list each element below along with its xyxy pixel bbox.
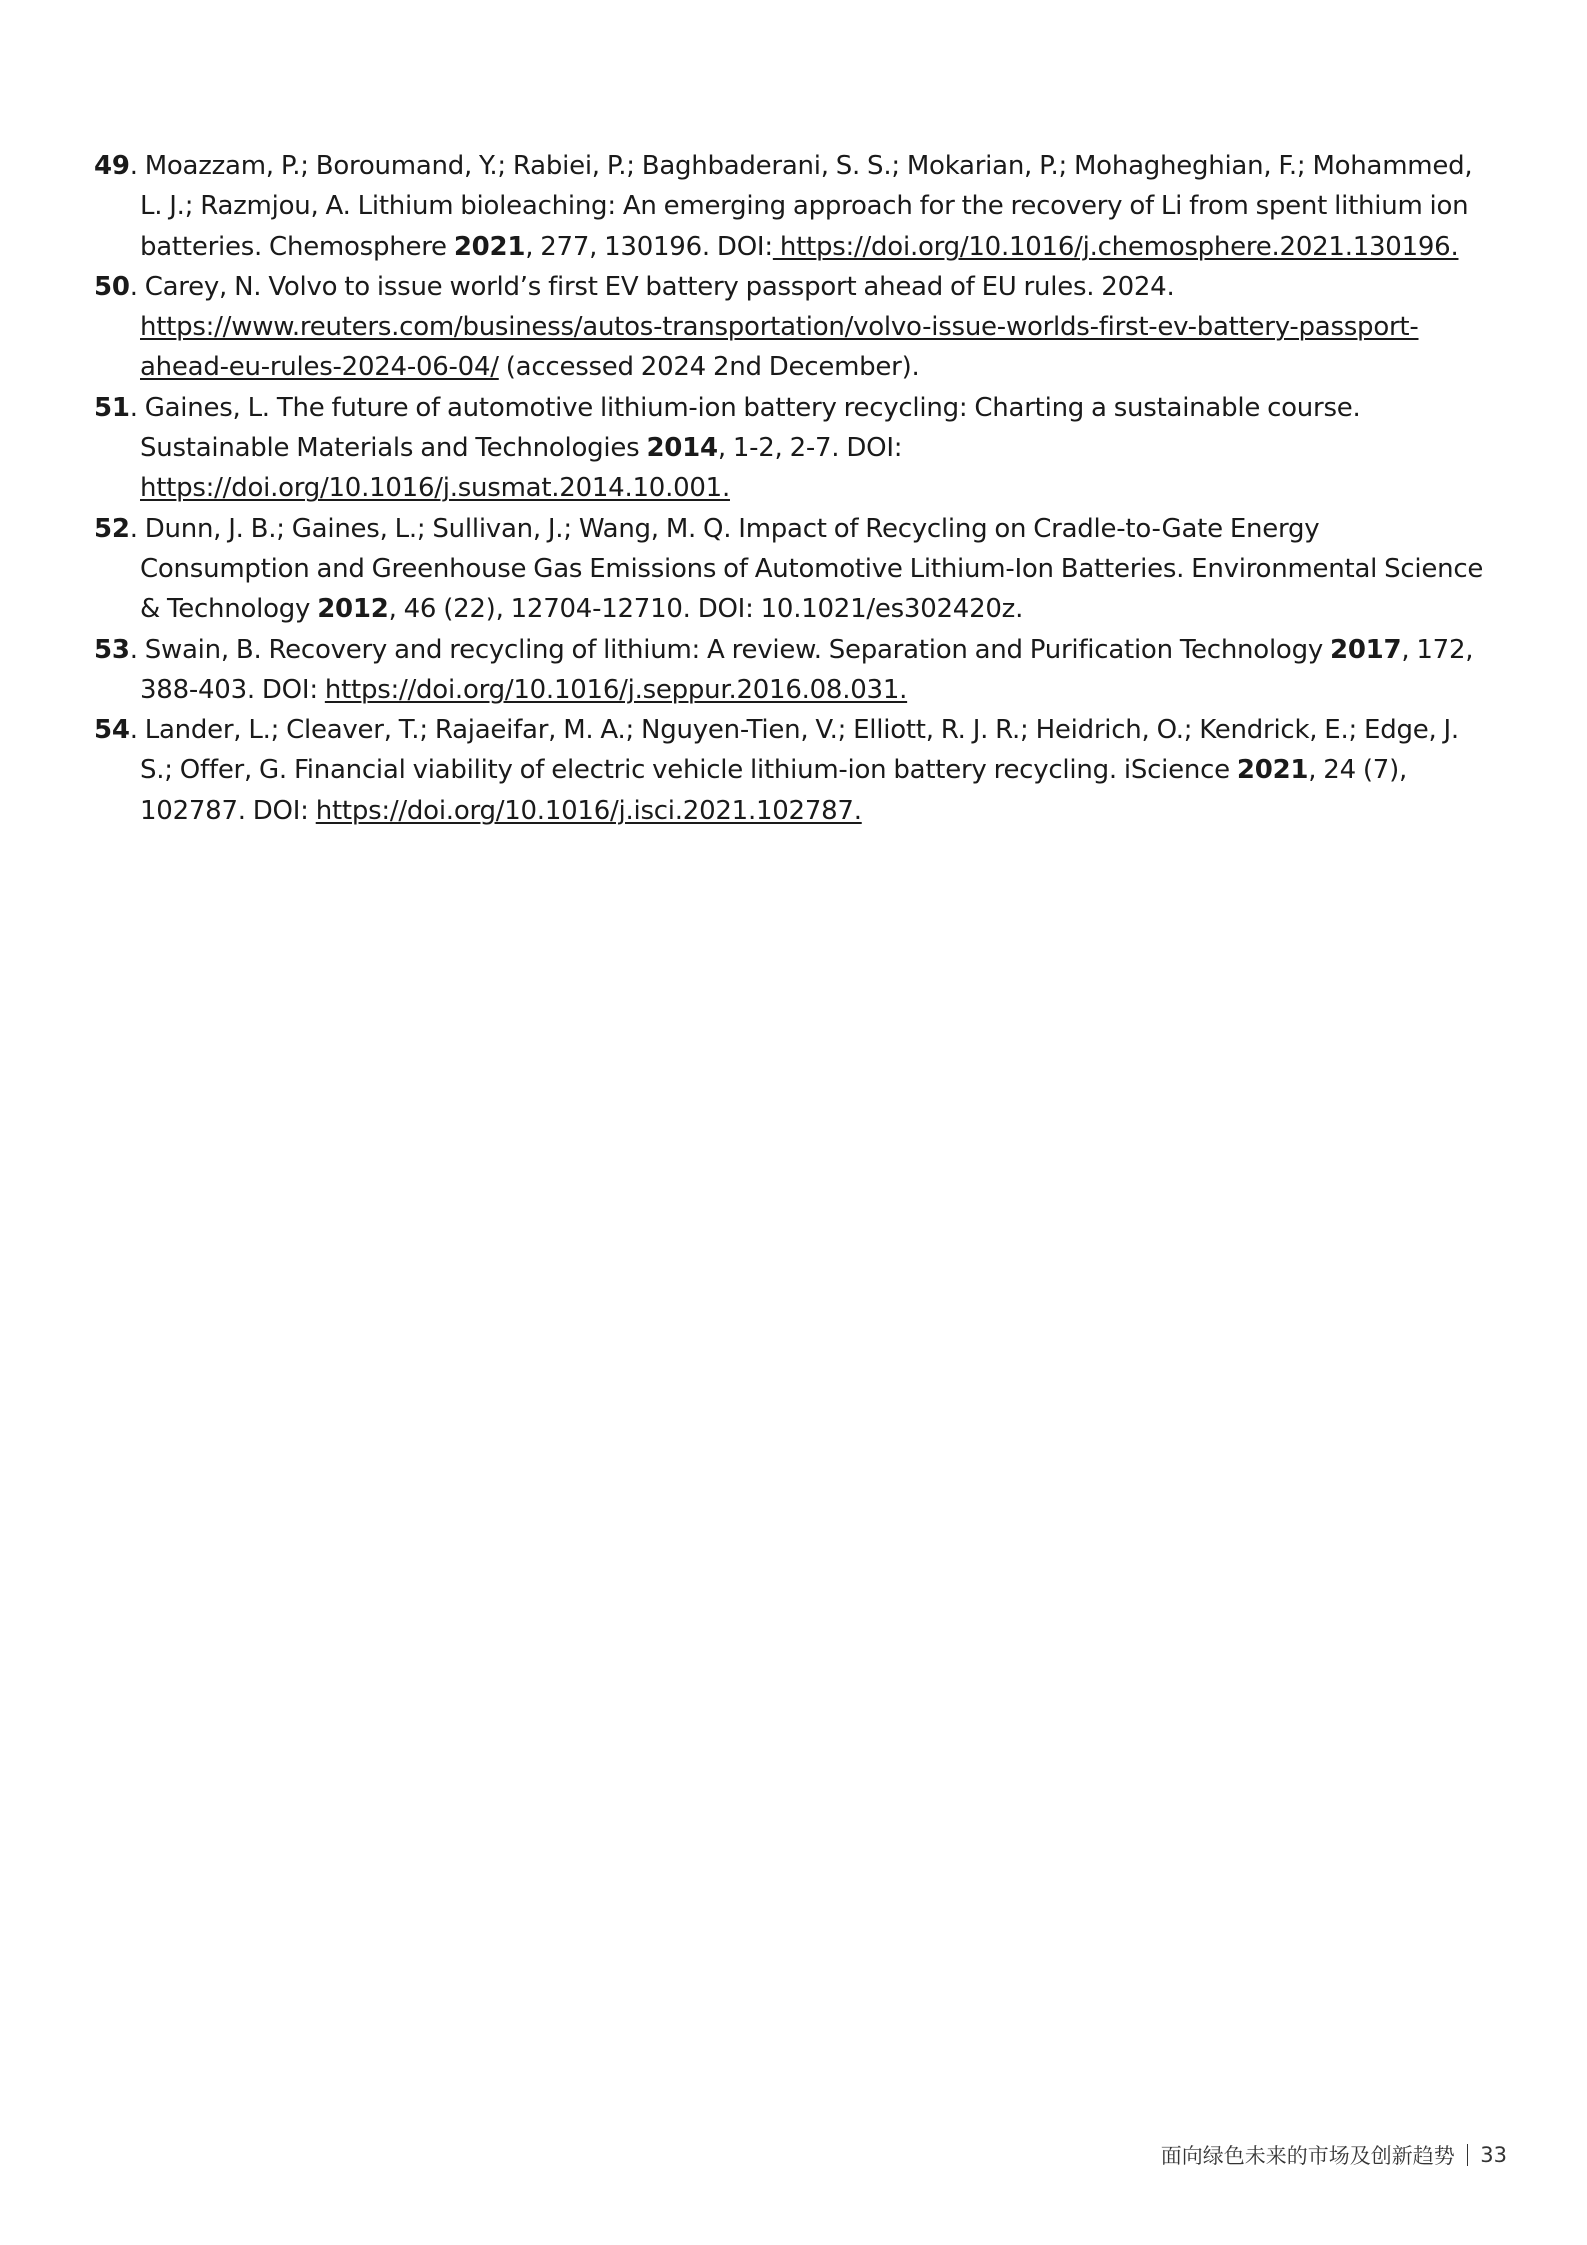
reference-details: , 1-2, 2-7. DOI: <box>717 433 903 464</box>
reference-details: , 24 (7), 102787. DOI: <box>140 755 1408 826</box>
reference-number: 53 <box>94 634 130 665</box>
reference-text: . Swain, B. Recovery and recycling of lithium: A review. Separation and Purification Technology <box>129 634 1330 665</box>
reference-text: . Moazzam, P.; Boroumand, Y.; Rabiei, P.; Baghbaderani, S. S.; Mokarian, P.; Mohagheghian, F.; Mohammed, L. J.; Razmjou, A. Lithium bioleaching: An emerging approach for the recovery of Li from spent lithium ion batteries. Chemosphere <box>129 151 1473 262</box>
reference-item <box>94 509 1494 630</box>
reference-year: 2014 <box>646 433 718 464</box>
reference-link[interactable]: https://doi.org/10.1016/j.chemosphere.2021.130196. <box>772 231 1459 262</box>
reference-number: 51 <box>94 392 130 423</box>
reference-link[interactable]: https://doi.org/10.1016/j.susmat.2014.10.001. <box>140 473 730 504</box>
reference-number: 54 <box>94 715 130 746</box>
reference-item <box>94 710 1494 831</box>
reference-link[interactable]: https://doi.org/10.1016/j.seppur.2016.08.031. <box>324 674 908 705</box>
page-number: 33 <box>1480 2143 1507 2167</box>
reference-year: 2012 <box>317 594 389 625</box>
reference-year: 2017 <box>1329 634 1402 665</box>
reference-list <box>94 146 1494 831</box>
reference-item <box>94 630 1494 711</box>
reference-year: 2021 <box>453 231 526 262</box>
reference-text: . Gaines, L. The future of automotive lithium-ion battery recycling: Charting a sustainable course. Sustainable Materials and Technologies <box>129 392 1361 464</box>
reference-text: . Carey, N. Volvo to issue world’s first EV battery passport ahead of EU rules. 2024. <box>129 271 1175 302</box>
page-footer <box>1161 2140 1507 2170</box>
reference-text: . Dunn, J. B.; Gaines, L.; Sullivan, J.; Wang, M. Q. Impact of Recycling on Cradle-to-Gate Energy Consumption and Greenhouse Gas Emissions of Automotive Lithium-Ion Batteries. Environmental Science & Technology <box>129 513 1484 625</box>
reference-number: 50 <box>94 271 130 302</box>
reference-text: . Lander, L.; Cleaver, T.; Rajaeifar, M. A.; Nguyen-Tien, V.; Elliott, R. J. R.; Heidrich, O.; Kendrick, E.; Edge, J. S.; Offer, G. Financial viability of electric vehicle lithium-ion battery recycling. iScience <box>129 715 1459 786</box>
reference-details: , 277, 130196. DOI: <box>525 231 773 262</box>
reference-details: , 172, 388-403. DOI: <box>140 634 1474 705</box>
reference-number: 52 <box>94 513 130 544</box>
reference-item <box>94 388 1494 509</box>
reference-link[interactable]: https://doi.org/10.1016/j.isci.2021.102787. <box>315 795 862 826</box>
reference-item <box>94 146 1494 267</box>
footer-title: 面向绿色未来的市场及创新趋势 <box>1160 2144 1455 2168</box>
reference-link[interactable]: https://www.reuters.com/business/autos-transportation/volvo-issue-worlds-first-ev-battery-passport-ahead-eu-rules-2024-06-04/ <box>140 312 1419 383</box>
footer-divider <box>1467 2144 1469 2166</box>
reference-tail: (accessed 2024 2nd December). <box>498 352 920 383</box>
reference-item <box>94 267 1494 388</box>
reference-number: 49 <box>94 151 130 181</box>
reference-details: , 46 (22), 12704-12710. DOI: 10.1021/es302420z. <box>388 594 1024 625</box>
reference-year: 2021 <box>1236 755 1309 786</box>
